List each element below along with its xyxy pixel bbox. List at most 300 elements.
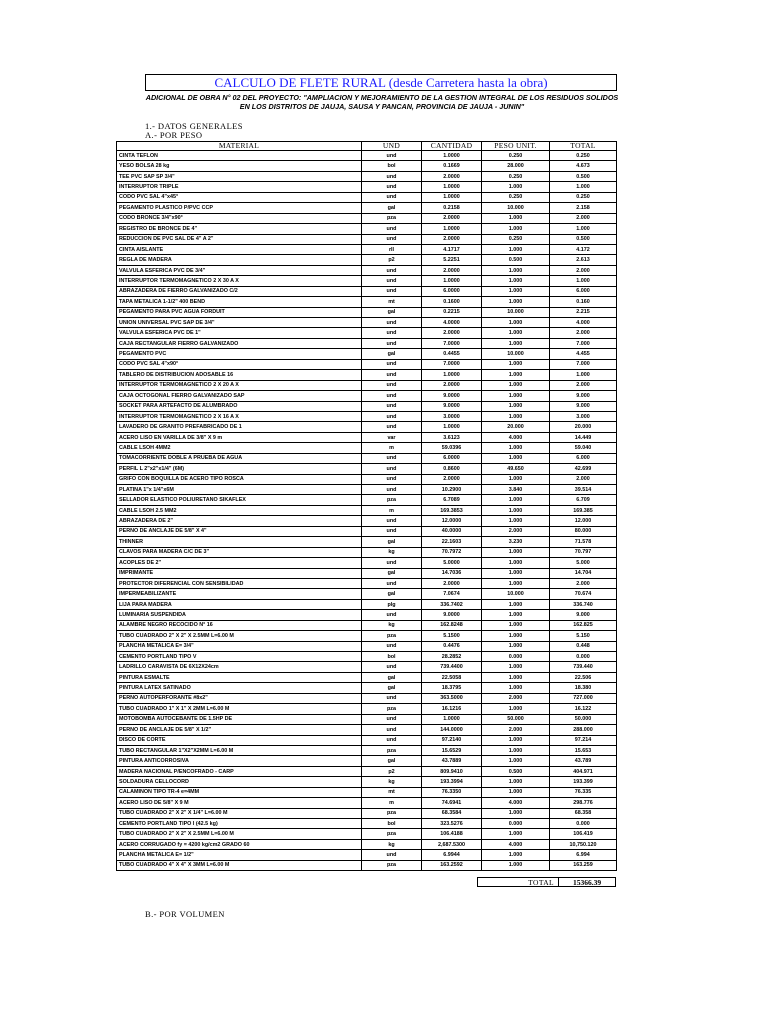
cell-und: und: [362, 276, 422, 286]
cell-cantidad: 323.5276: [422, 819, 482, 829]
cell-total: 14.449: [550, 432, 617, 442]
table-row: [117, 526, 617, 536]
cell-material: DISCO DE CORTE: [117, 735, 362, 745]
cell-und: pza: [362, 745, 422, 755]
cell-material: CEMENTO PORTLAND TIPO V: [117, 652, 362, 662]
cell-total: 43.789: [550, 756, 617, 766]
cell-peso-unit: 1.000: [482, 411, 550, 421]
cell-cantidad: 6.0000: [422, 453, 482, 463]
cell-cantidad: 3.0000: [422, 411, 482, 421]
cell-und: und: [362, 516, 422, 526]
cell-und: und: [362, 714, 422, 724]
cell-peso-unit: 1.000: [482, 338, 550, 348]
cell-material: TUBO RECTANGULAR 1"X2"X2MM L=6.00 M: [117, 745, 362, 755]
cell-und: gal: [362, 683, 422, 693]
cell-total: 0.250: [550, 192, 617, 202]
cell-material: PINTURA ESMALTE: [117, 672, 362, 682]
cell-material: TEE PVC SAP SP 3/4": [117, 171, 362, 181]
cell-und: bol: [362, 161, 422, 171]
cell-peso-unit: 1.000: [482, 568, 550, 578]
cell-material: PERFIL L 2"x2"x1/4" (6M): [117, 464, 362, 474]
cell-total: 1.000: [550, 224, 617, 234]
cell-material: ACERO CORRUGADO fy = 4200 kg/cm2 GRADO 60: [117, 839, 362, 849]
cell-und: pza: [362, 631, 422, 641]
cell-und: und: [362, 641, 422, 651]
cell-material: ALAMBRE NEGRO RECOCIDO N° 16: [117, 620, 362, 630]
cell-cantidad: 2.0000: [422, 380, 482, 390]
cell-material: GRIFO CON BOQUILLA DE ACERO TIPO ROSCA: [117, 474, 362, 484]
table-row: [117, 714, 617, 724]
cell-total: 7.000: [550, 338, 617, 348]
cell-material: PINTURA ANTICORROSIVA: [117, 756, 362, 766]
cell-total: 10,750.120: [550, 839, 617, 849]
cell-und: und: [362, 725, 422, 735]
section-datos-generales: 1.- DATOS GENERALES: [145, 121, 243, 131]
cell-cantidad: 10.2900: [422, 485, 482, 495]
cell-und: und: [362, 234, 422, 244]
cell-cantidad: 4.0000: [422, 318, 482, 328]
cell-total: 288.000: [550, 725, 617, 735]
cell-und: und: [362, 265, 422, 275]
cell-und: und: [362, 182, 422, 192]
cell-peso-unit: 1.000: [482, 558, 550, 568]
table-row: [117, 819, 617, 829]
cell-peso-unit: 1.000: [482, 505, 550, 515]
cell-cantidad: 1.0000: [422, 151, 482, 161]
cell-peso-unit: 1.000: [482, 244, 550, 254]
header-cantidad: CANTIDAD: [422, 142, 482, 151]
cell-material: PROTECTOR DIFERENCIAL CON SENSIBILIDAD: [117, 578, 362, 588]
cell-total: 1.000: [550, 276, 617, 286]
cell-material: TUBO CUADRADO 1" X 1" X 2MM L=6.00 M: [117, 704, 362, 714]
table-row: [117, 537, 617, 547]
cell-und: kg: [362, 547, 422, 557]
cell-und: und: [362, 359, 422, 369]
cell-cantidad: 40.0000: [422, 526, 482, 536]
table-row: [117, 495, 617, 505]
cell-material: CINTA TEFLON: [117, 151, 362, 161]
table-row: [117, 756, 617, 766]
header-total: TOTAL: [550, 142, 617, 151]
cell-peso-unit: 1.000: [482, 672, 550, 682]
cell-peso-unit: 0.250: [482, 234, 550, 244]
cell-cantidad: 74.6941: [422, 798, 482, 808]
total-value: 15366.39: [558, 878, 615, 886]
cell-total: 9.000: [550, 391, 617, 401]
cell-material: PLANCHA METALICA E= 1/2": [117, 850, 362, 860]
cell-peso-unit: 20.000: [482, 422, 550, 432]
cell-und: und: [362, 850, 422, 860]
cell-total: 1.000: [550, 370, 617, 380]
table-row: [117, 599, 617, 609]
cell-total: 106.419: [550, 829, 617, 839]
cell-peso-unit: 1.000: [482, 735, 550, 745]
cell-material: PERNO AUTOPERFORANTE #8x2": [117, 693, 362, 703]
cell-cantidad: 4.1717: [422, 244, 482, 254]
cell-und: gal: [362, 568, 422, 578]
cell-cantidad: 12.0000: [422, 516, 482, 526]
cell-material: UNION UNIVERSAL PVC SAP DE 3/4": [117, 318, 362, 328]
cell-material: SOLDADURA CELLOCORD: [117, 777, 362, 787]
table-row: [117, 620, 617, 630]
cell-und: gal: [362, 756, 422, 766]
table-row: [117, 505, 617, 515]
cell-total: 97.214: [550, 735, 617, 745]
cell-peso-unit: 1.000: [482, 380, 550, 390]
cell-total: 5.000: [550, 558, 617, 568]
cell-und: gal: [362, 349, 422, 359]
cell-peso-unit: 1.000: [482, 297, 550, 307]
cell-cantidad: 2.0000: [422, 265, 482, 275]
cell-peso-unit: 1.000: [482, 276, 550, 286]
cell-cantidad: 5.1500: [422, 631, 482, 641]
cell-material: CODO BRONCE 3/4"x90°: [117, 213, 362, 223]
table-row: [117, 401, 617, 411]
page-title: CALCULO DE FLETE RURAL (desde Carretera hasta la obra): [145, 74, 617, 91]
cell-total: 59.040: [550, 443, 617, 453]
table-row: [117, 787, 617, 797]
cell-peso-unit: 0.500: [482, 255, 550, 265]
cell-total: 76.335: [550, 787, 617, 797]
cell-cantidad: 97.2140: [422, 735, 482, 745]
cell-material: CAJA OCTOGONAL FIERRO GALVANIZADO SAP: [117, 391, 362, 401]
cell-total: 0.448: [550, 641, 617, 651]
cell-total: 80.000: [550, 526, 617, 536]
cell-peso-unit: 1.000: [482, 328, 550, 338]
cell-cantidad: 2.0000: [422, 474, 482, 484]
cell-material: IMPERMEABILIZANTE: [117, 589, 362, 599]
cell-material: CABLE LSOH 4MM2: [117, 443, 362, 453]
cell-peso-unit: 1.000: [482, 599, 550, 609]
cell-total: 22.506: [550, 672, 617, 682]
cell-und: und: [362, 151, 422, 161]
table-row: [117, 182, 617, 192]
cell-und: bol: [362, 652, 422, 662]
table-header-row: [117, 142, 617, 151]
cell-cantidad: 0.2215: [422, 307, 482, 317]
cell-und: und: [362, 464, 422, 474]
cell-material: MOTOBOMBA AUTOCEBANTE DE 1.5HP DE: [117, 714, 362, 724]
cell-total: 2.000: [550, 265, 617, 275]
cell-cantidad: 16.1216: [422, 704, 482, 714]
cell-cantidad: 336.7402: [422, 599, 482, 609]
cell-und: kg: [362, 777, 422, 787]
cell-cantidad: 0.1669: [422, 161, 482, 171]
cell-peso-unit: 1.000: [482, 318, 550, 328]
cell-material: YESO BOLSA 28 kg: [117, 161, 362, 171]
cell-material: PEGAMENTO PARA PVC AGUA FORDUIT: [117, 307, 362, 317]
table-row: [117, 589, 617, 599]
cell-und: und: [362, 526, 422, 536]
table-row: [117, 464, 617, 474]
cell-cantidad: 0.4455: [422, 349, 482, 359]
cell-cantidad: 0.1600: [422, 297, 482, 307]
cell-und: gal: [362, 589, 422, 599]
cell-peso-unit: 10.000: [482, 589, 550, 599]
table-row: [117, 318, 617, 328]
cell-material: LUMINARIA SUSPENDIDA: [117, 610, 362, 620]
cell-peso-unit: 1.000: [482, 359, 550, 369]
cell-cantidad: 2.0000: [422, 328, 482, 338]
cell-total: 2.000: [550, 328, 617, 338]
cell-cantidad: 22.1603: [422, 537, 482, 547]
header-peso-unit: PESO UNIT.: [482, 142, 550, 151]
cell-cantidad: 76.3350: [422, 787, 482, 797]
cell-cantidad: 1.0000: [422, 422, 482, 432]
cell-total: 193.399: [550, 777, 617, 787]
cell-cantidad: 3.6123: [422, 432, 482, 442]
cell-cantidad: 9.0000: [422, 391, 482, 401]
cell-und: mt: [362, 787, 422, 797]
table-row: [117, 161, 617, 171]
cell-cantidad: 18.3795: [422, 683, 482, 693]
cell-total: 4.000: [550, 318, 617, 328]
cell-peso-unit: 0.000: [482, 819, 550, 829]
table-row: [117, 411, 617, 421]
cell-total: 2.000: [550, 474, 617, 484]
cell-und: und: [362, 328, 422, 338]
table-body: [117, 151, 617, 871]
cell-total: 0.160: [550, 297, 617, 307]
table-row: [117, 432, 617, 442]
table-row: [117, 171, 617, 181]
cell-und: und: [362, 192, 422, 202]
cell-total: 169.385: [550, 505, 617, 515]
cell-cantidad: 2.0000: [422, 234, 482, 244]
cell-peso-unit: 3.840: [482, 485, 550, 495]
cell-material: CALAMINON TIPO TR-4 e=4MM: [117, 787, 362, 797]
cell-cantidad: 106.4188: [422, 829, 482, 839]
table-row: [117, 422, 617, 432]
cell-material: TUBO CUADRADO 2" X 2" X 2.5MM L=6.00 M: [117, 829, 362, 839]
table-row: [117, 338, 617, 348]
cell-und: m: [362, 505, 422, 515]
cell-cantidad: 0.4476: [422, 641, 482, 651]
cell-und: und: [362, 422, 422, 432]
header-material: MATERIAL: [117, 142, 362, 151]
cell-und: rll: [362, 244, 422, 254]
table-row: [117, 203, 617, 213]
cell-und: und: [362, 485, 422, 495]
cell-cantidad: 1.0000: [422, 370, 482, 380]
cell-und: gal: [362, 203, 422, 213]
table-row: [117, 453, 617, 463]
cell-cantidad: 2,687.5300: [422, 839, 482, 849]
table-row: [117, 641, 617, 651]
cell-material: LAVADERO DE GRANITO PREFABRICADO DE 1: [117, 422, 362, 432]
cell-total: 5.150: [550, 631, 617, 641]
cell-material: PEGAMENTO PLASTICO P/PVC CCP: [117, 203, 362, 213]
table-row: [117, 652, 617, 662]
cell-total: 14.704: [550, 568, 617, 578]
cell-peso-unit: 10.000: [482, 203, 550, 213]
cell-peso-unit: 1.000: [482, 182, 550, 192]
cell-material: CABLE LSOH 2.5 MM2: [117, 505, 362, 515]
cell-cantidad: 163.2592: [422, 860, 482, 870]
cell-peso-unit: 2.000: [482, 693, 550, 703]
cell-total: 0.500: [550, 171, 617, 181]
material-table: [116, 141, 617, 871]
cell-cantidad: 14.7036: [422, 568, 482, 578]
cell-material: INTERRUPTOR TRIPLE: [117, 182, 362, 192]
cell-und: und: [362, 318, 422, 328]
table-row: [117, 265, 617, 275]
cell-peso-unit: 1.000: [482, 391, 550, 401]
cell-total: 50.000: [550, 714, 617, 724]
cell-und: m: [362, 443, 422, 453]
cell-und: plg: [362, 599, 422, 609]
table-row: [117, 255, 617, 265]
cell-material: TUBO CUADRADO 2" X 2" X 1/4" L=6.00 M: [117, 808, 362, 818]
section-por-volumen: B.- POR VOLUMEN: [145, 909, 225, 919]
cell-peso-unit: 1.000: [482, 516, 550, 526]
table-row: [117, 359, 617, 369]
cell-und: und: [362, 453, 422, 463]
table-row: [117, 349, 617, 359]
table-row: [117, 328, 617, 338]
table-row: [117, 683, 617, 693]
cell-total: 9.000: [550, 401, 617, 411]
cell-total: 0.000: [550, 652, 617, 662]
cell-total: 3.000: [550, 411, 617, 421]
cell-material: TUBO CUADRADO 4" X 4" X 3MM L=6.00 M: [117, 860, 362, 870]
table-row: [117, 297, 617, 307]
cell-und: kg: [362, 839, 422, 849]
cell-total: 4.172: [550, 244, 617, 254]
cell-material: REGLA DE MADERA: [117, 255, 362, 265]
table-row: [117, 860, 617, 870]
cell-cantidad: 193.3994: [422, 777, 482, 787]
cell-peso-unit: 10.000: [482, 349, 550, 359]
table-row: [117, 568, 617, 578]
table-row: [117, 850, 617, 860]
cell-und: pza: [362, 495, 422, 505]
cell-cantidad: 809.9410: [422, 766, 482, 776]
cell-und: und: [362, 558, 422, 568]
cell-und: mt: [362, 297, 422, 307]
cell-peso-unit: 1.000: [482, 453, 550, 463]
cell-material: ACERO LISO EN VARILLA DE 3/8" X 9 m: [117, 432, 362, 442]
table-row: [117, 578, 617, 588]
cell-peso-unit: 1.000: [482, 224, 550, 234]
cell-peso-unit: 1.000: [482, 495, 550, 505]
cell-cantidad: 6.0000: [422, 286, 482, 296]
total-label: TOTAL: [528, 878, 554, 887]
table-row: [117, 244, 617, 254]
cell-und: pza: [362, 213, 422, 223]
cell-peso-unit: 1.000: [482, 286, 550, 296]
cell-total: 1.000: [550, 182, 617, 192]
table-row: [117, 224, 617, 234]
cell-peso-unit: 1.000: [482, 401, 550, 411]
cell-material: LIJA PARA MADERA: [117, 599, 362, 609]
cell-peso-unit: 1.000: [482, 704, 550, 714]
cell-total: 15.653: [550, 745, 617, 755]
table-row: [117, 547, 617, 557]
table-row: [117, 516, 617, 526]
table-row: [117, 735, 617, 745]
cell-material: MADERA NACIONAL P/ENCOFRADO - CARP: [117, 766, 362, 776]
cell-total: 39.514: [550, 485, 617, 495]
cell-material: PLANCHA METALICA E= 3/4": [117, 641, 362, 651]
table-row: [117, 725, 617, 735]
table-row: [117, 286, 617, 296]
cell-und: und: [362, 662, 422, 672]
cell-cantidad: 5.2251: [422, 255, 482, 265]
table-row: [117, 380, 617, 390]
cell-material: SOCKET PARA ARTEFACTO DE ALUMBRADO: [117, 401, 362, 411]
cell-peso-unit: 3.230: [482, 537, 550, 547]
cell-cantidad: 22.5058: [422, 672, 482, 682]
table-row: [117, 192, 617, 202]
cell-peso-unit: 0.500: [482, 766, 550, 776]
cell-peso-unit: 1.000: [482, 808, 550, 818]
cell-cantidad: 0.8600: [422, 464, 482, 474]
cell-total: 20.000: [550, 422, 617, 432]
cell-peso-unit: 1.000: [482, 443, 550, 453]
cell-peso-unit: 1.000: [482, 578, 550, 588]
cell-material: INTERRUPTOR TERMOMAGNETICO 2 X 30 A X: [117, 276, 362, 286]
cell-total: 68.358: [550, 808, 617, 818]
cell-und: bol: [362, 819, 422, 829]
cell-und: pza: [362, 704, 422, 714]
cell-total: 2.000: [550, 380, 617, 390]
cell-material: PERNO DE ANCLAJE DE 5/8" X 4": [117, 526, 362, 536]
cell-cantidad: 68.3584: [422, 808, 482, 818]
cell-total: 12.000: [550, 516, 617, 526]
cell-total: 4.673: [550, 161, 617, 171]
cell-cantidad: 1.0000: [422, 276, 482, 286]
cell-total: 18.380: [550, 683, 617, 693]
cell-total: 739.440: [550, 662, 617, 672]
cell-und: und: [362, 286, 422, 296]
cell-peso-unit: 1.000: [482, 829, 550, 839]
cell-peso-unit: 1.000: [482, 850, 550, 860]
cell-peso-unit: 1.000: [482, 745, 550, 755]
cell-material: VALVULA ESFERICA PVC DE 3/4": [117, 265, 362, 275]
cell-peso-unit: 0.250: [482, 151, 550, 161]
cell-total: 2.613: [550, 255, 617, 265]
cell-material: PINTURA LATEX SATINADO: [117, 683, 362, 693]
cell-und: und: [362, 411, 422, 421]
cell-material: CEMENTO PORTLAND TIPO I (42.5 kg): [117, 819, 362, 829]
cell-cantidad: 2.0000: [422, 578, 482, 588]
cell-peso-unit: 4.000: [482, 839, 550, 849]
table-row: [117, 151, 617, 161]
table-row: [117, 234, 617, 244]
cell-peso-unit: 1.000: [482, 662, 550, 672]
cell-und: und: [362, 224, 422, 234]
cell-total: 2.000: [550, 578, 617, 588]
cell-material: IMPRIMANTE: [117, 568, 362, 578]
grand-total-row: [477, 877, 616, 887]
cell-total: 16.122: [550, 704, 617, 714]
cell-material: PLATINA 1"x 1/4"x6M: [117, 485, 362, 495]
cell-peso-unit: 1.000: [482, 620, 550, 630]
cell-total: 6.000: [550, 286, 617, 296]
cell-cantidad: 1.0000: [422, 182, 482, 192]
table-row: [117, 370, 617, 380]
cell-cantidad: 9.0000: [422, 610, 482, 620]
cell-material: CAJA RECTANGULAR FIERRO GALVANIZADO: [117, 338, 362, 348]
cell-cantidad: 363.5000: [422, 693, 482, 703]
cell-cantidad: 6.9944: [422, 850, 482, 860]
cell-cantidad: 59.0396: [422, 443, 482, 453]
cell-total: 336.740: [550, 599, 617, 609]
cell-total: 162.825: [550, 620, 617, 630]
table-row: [117, 213, 617, 223]
cell-peso-unit: 0.250: [482, 171, 550, 181]
